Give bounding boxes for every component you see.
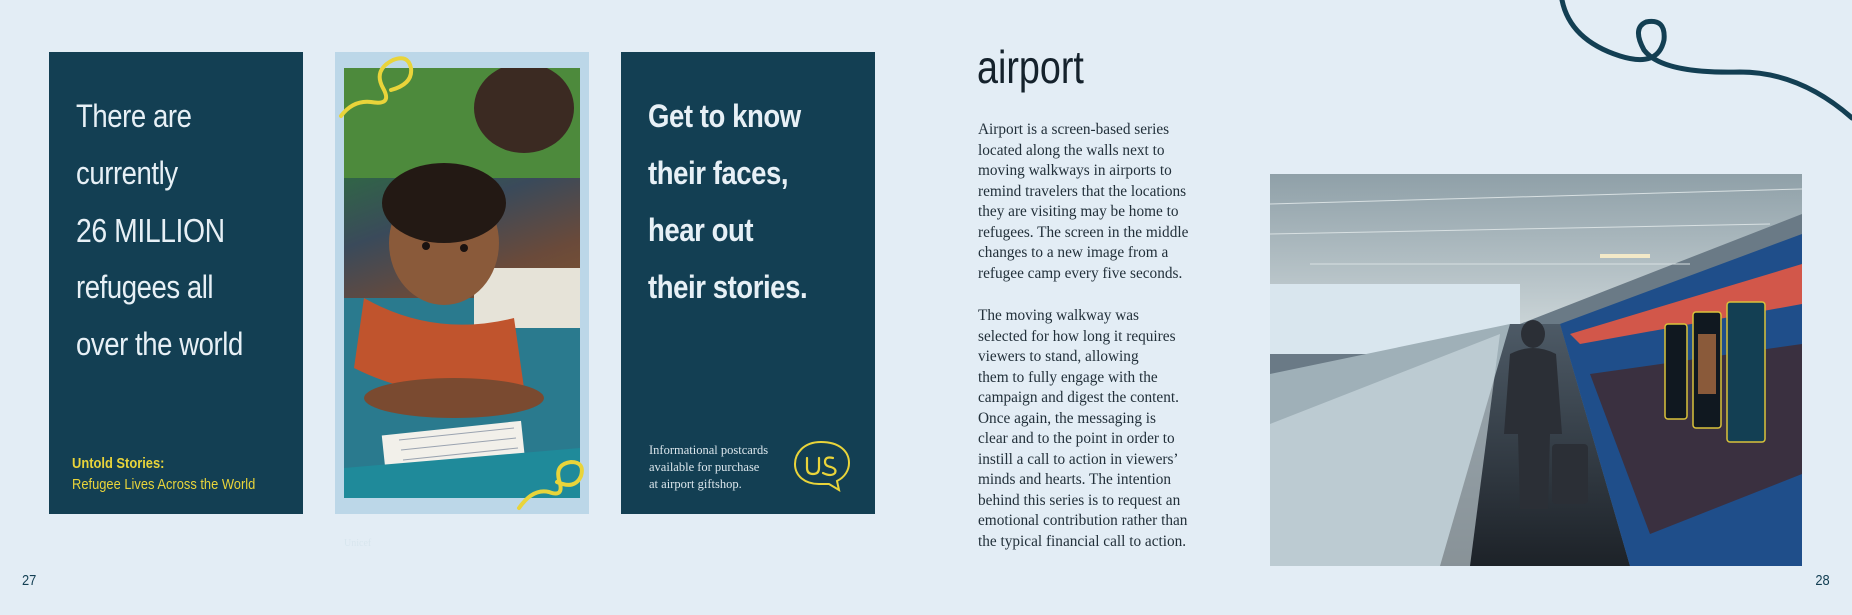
paragraph-line: they are visiting may be home to (978, 203, 1179, 220)
photo-illustration (344, 68, 580, 498)
page-number-right: 28 (1815, 572, 1830, 589)
cta-line: their faces, (648, 155, 789, 191)
statistic-line: refugees all (76, 269, 214, 305)
paragraph-line: changes to a new image from a (978, 244, 1169, 261)
campaign-title: Untold Stories: (72, 455, 165, 472)
paragraph-line: refugees. The screen in the middle (978, 223, 1189, 241)
description-paragraph (978, 120, 1228, 284)
photo-credit: Unicef (344, 538, 372, 549)
statistic-line: over the world (76, 326, 243, 362)
paragraph-line: refugee camp every five seconds. (978, 264, 1183, 282)
paragraph-line: emotional contribution rather than (978, 512, 1188, 529)
cta-line: Get to know (648, 98, 801, 134)
call-to-action-text (648, 88, 807, 316)
paragraph-line: behind this series is to request an (978, 491, 1181, 509)
paragraph-line: instill a call to action in viewers’ (978, 450, 1179, 468)
campaign-subtitle: Refugee Lives Across the World (72, 476, 256, 493)
paragraph-line: moving walkways in airports to (978, 162, 1172, 179)
paragraph-line: campaign and digest the content. (978, 389, 1179, 406)
cta-line: hear out (648, 212, 754, 248)
paragraph-line: remind travelers that the locations (978, 182, 1187, 200)
paragraph-line: them to fully engage with the (978, 368, 1158, 386)
paragraph-line: minds and hearts. The intention (978, 471, 1172, 488)
statistic-line: There are (76, 98, 192, 134)
poster-panel-statistic (49, 52, 303, 514)
paragraph-line: clear and to the point in order to (978, 430, 1175, 447)
paragraph-line: Once again, the messaging is (978, 409, 1156, 427)
paragraph-line: viewers to stand, allowing (978, 348, 1139, 365)
paragraph-line: The moving walkway was (978, 307, 1140, 324)
postcard-info (649, 442, 768, 493)
statistic-line-highlight: 26 MILLION (76, 212, 225, 249)
paragraph-line: the typical financial call to action. (978, 532, 1187, 550)
yellow-squiggle-icon (333, 50, 423, 130)
airport-walkway-photo (1270, 174, 1802, 566)
postcard-info-line: available for purchase (649, 460, 760, 474)
navy-squiggle-icon (1540, 0, 1852, 130)
refugee-child-photo (344, 68, 580, 498)
paragraph-line: selected for how long it requires (978, 327, 1176, 345)
paragraph-line: Airport is a screen-based series (978, 121, 1170, 138)
paragraph-line: located along the walls next to (978, 141, 1165, 159)
untold-stories-logo-icon (789, 436, 853, 492)
rationale-paragraph (978, 306, 1228, 552)
page-number-left: 27 (22, 572, 37, 589)
cta-line: their stories. (648, 269, 808, 305)
poster-panel-call-to-action (621, 52, 875, 514)
poster-panel-photo (335, 52, 589, 549)
statistic-text (76, 88, 243, 373)
statistic-line: currently (76, 155, 178, 191)
section-heading: airport (977, 41, 1084, 93)
yellow-squiggle-icon (515, 452, 595, 518)
postcard-info-line: at airport giftshop. (649, 477, 742, 491)
postcard-info-line: Informational postcards (649, 443, 769, 457)
